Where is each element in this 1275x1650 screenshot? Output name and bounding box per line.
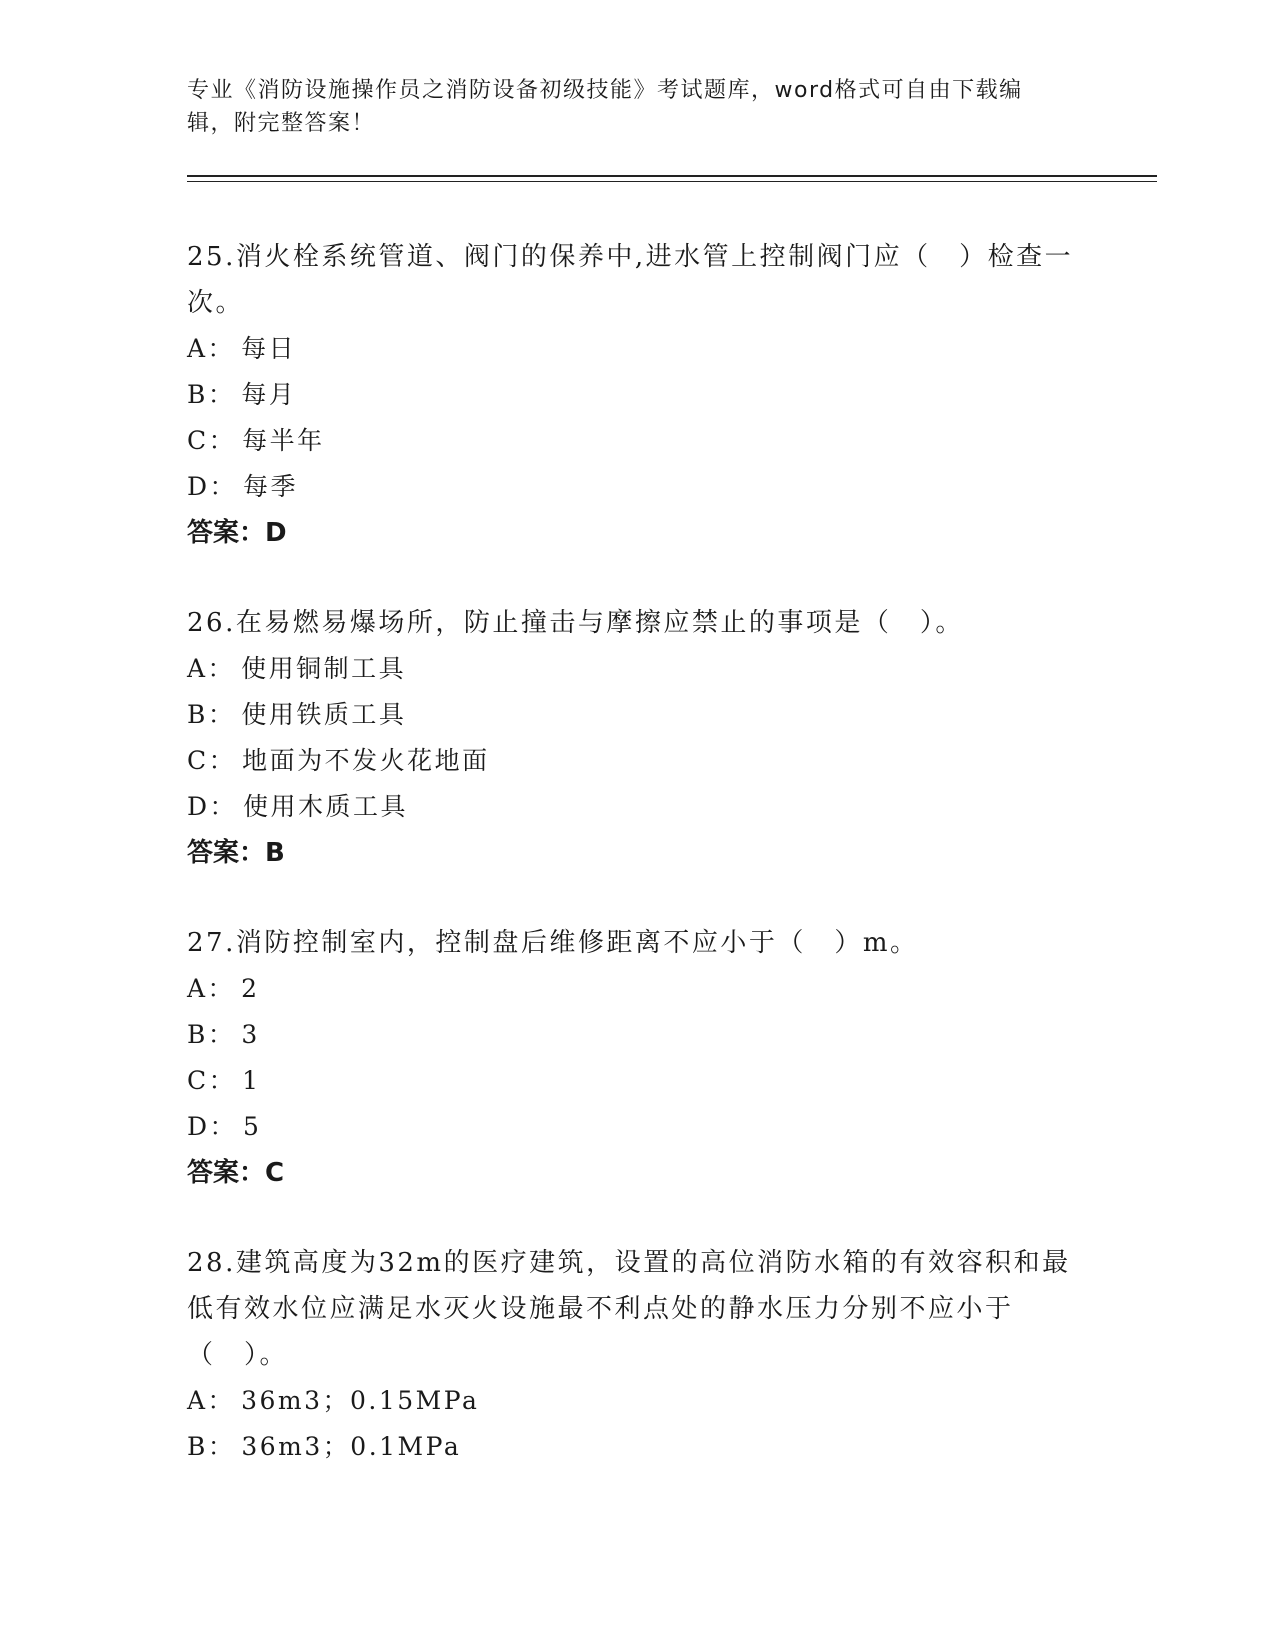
option-c — [187, 418, 1087, 464]
answer-line: 答案：C — [187, 1158, 285, 1188]
question-25 — [187, 234, 1087, 556]
option-b — [187, 692, 1087, 738]
answer-line: 答案：B — [187, 838, 285, 868]
question-stem: 28.建筑高度为32m的医疗建筑，设置的高位消防水箱的有效容积和最低有效水位应满足水灭火设施最不利点处的静水压力分别不应小于（ ）。 — [187, 1248, 1071, 1370]
option-letter: C： — [187, 746, 237, 775]
option-text: 每月 — [241, 380, 297, 409]
question-27 — [187, 920, 1087, 1196]
option-letter: D： — [187, 472, 238, 501]
option-letter: B： — [187, 700, 236, 729]
option-b — [187, 1424, 1087, 1470]
question-28 — [187, 1240, 1087, 1470]
question-stem: 26.在易燃易爆场所，防止撞击与摩擦应禁止的事项是（ ）。 — [187, 608, 964, 638]
option-a — [187, 646, 1087, 692]
question-stem: 25.消火栓系统管道、阀门的保养中,进水管上控制阀门应（ ）检查一次。 — [187, 242, 1074, 318]
option-d — [187, 1104, 1087, 1150]
option-text: 1 — [242, 1066, 261, 1095]
option-text: 3 — [241, 1020, 260, 1049]
option-text: 使用铁质工具 — [241, 700, 407, 729]
option-letter: A： — [187, 1386, 236, 1415]
option-d — [187, 784, 1087, 830]
option-letter: B： — [187, 1432, 236, 1461]
option-text: 2 — [241, 974, 260, 1003]
question-stem: 27.消防控制室内，控制盘后维修距离不应小于（ ）m。 — [187, 928, 919, 958]
header-divider — [187, 175, 1157, 177]
option-letter: C： — [187, 1066, 237, 1095]
option-letter: B： — [187, 1020, 236, 1049]
option-letter: B： — [187, 380, 236, 409]
option-letter: C： — [187, 426, 237, 455]
option-a — [187, 326, 1087, 372]
option-text: 每季 — [243, 472, 299, 501]
document-header: 专业《消防设施操作员之消防设备初级技能》考试题库，word格式可自由下载编辑，附完整答案！ — [187, 78, 1023, 136]
option-text: 地面为不发火花地面 — [242, 746, 490, 775]
answer-line: 答案：D — [187, 518, 287, 548]
option-text: 使用铜制工具 — [241, 654, 407, 683]
option-letter: A： — [187, 334, 236, 363]
option-b — [187, 372, 1087, 418]
option-text: 5 — [243, 1112, 262, 1141]
option-text: 使用木质工具 — [243, 792, 409, 821]
option-text: 36m3；0.1MPa — [241, 1432, 462, 1461]
question-26 — [187, 600, 1087, 876]
option-d — [187, 464, 1087, 510]
option-text: 每半年 — [242, 426, 325, 455]
option-letter: A： — [187, 974, 236, 1003]
option-text: 每日 — [241, 334, 297, 363]
option-c — [187, 1058, 1087, 1104]
option-a — [187, 966, 1087, 1012]
option-c — [187, 738, 1087, 784]
option-a — [187, 1378, 1087, 1424]
option-letter: A： — [187, 654, 236, 683]
option-text: 36m3；0.15MPa — [241, 1386, 480, 1415]
option-letter: D： — [187, 1112, 238, 1141]
option-b — [187, 1012, 1087, 1058]
header-divider-thin — [187, 181, 1157, 182]
option-letter: D： — [187, 792, 238, 821]
